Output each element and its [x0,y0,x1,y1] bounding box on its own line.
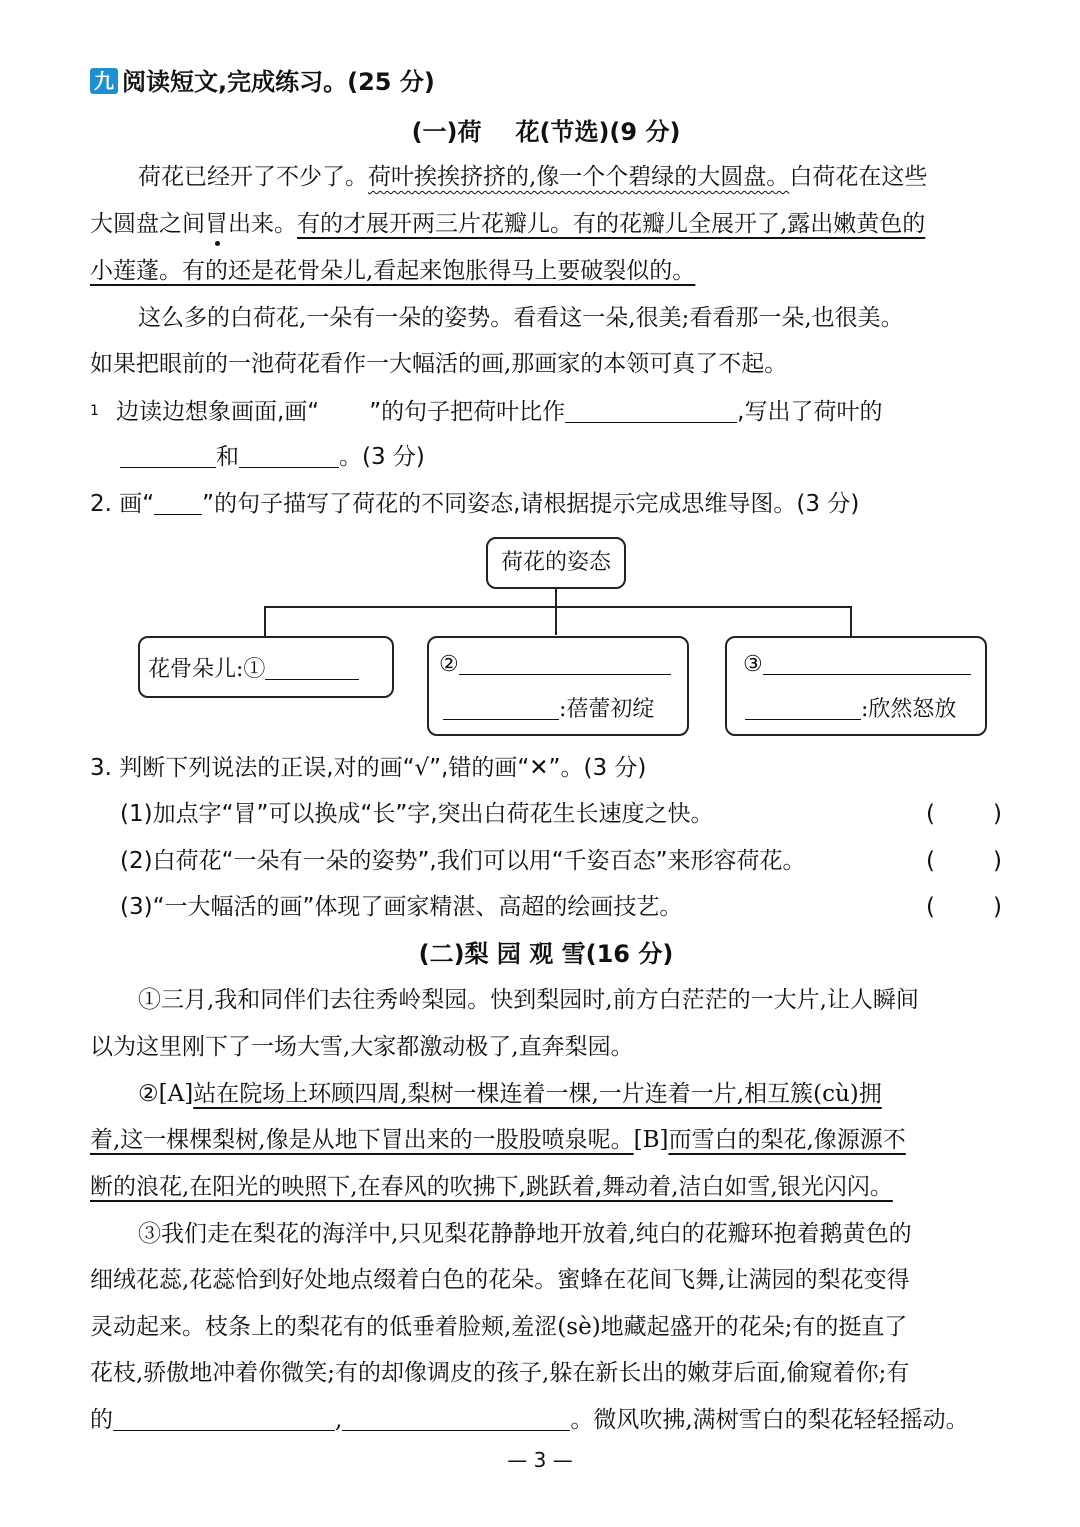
underlined-sentence-a: 站在院场上环顾四周,梨树一棵连着一棵,一片连着一片,相互簇(cù)拥 [193,1081,882,1107]
dotted-character: 冒 [205,211,228,237]
underlined-sentence-a: 着,这一棵棵梨树,像是从地下冒出来的一股股喷泉呢。 [90,1127,634,1153]
question3-item-3: (3)“一大幅活的画”体现了画家精湛、高超的绘画技艺。 [120,894,683,920]
section-title: 阅读短文,完成练习。(25 分) [122,68,435,96]
passage2-paragraph3-line4: 花枝,骄傲地冲着你微笑;有的却像调皮的孩子,躲在新长出的嫩芽后面,偷窥着你;有 [90,1360,910,1386]
section-heading [90,66,1002,98]
passage2-paragraph2-line3 [90,1171,1002,1203]
page-number: — 3 — [507,1448,573,1472]
connector-line [850,606,852,636]
mind-map-root: 荷花的姿态 [486,537,626,589]
underline-sample [154,490,202,515]
answer-blank[interactable] [265,655,359,680]
connector-line [264,606,266,636]
connector-line [264,606,851,608]
passage1-paragraph1-line2: 大圆盘之间冒出来。有的才展开两三片花瓣儿。有的花瓣儿全展开了,露出嫩黄色的 [90,211,926,237]
answer-parentheses[interactable]: ( ) [926,848,1002,874]
question1-line1: 1 边读边想象画面,画“ ”的句子把荷叶比作 ,写出了荷叶的 [90,399,883,425]
passage2-paragraph2-line2: 着,这一棵棵梨树,像是从地下冒出来的一股股喷泉呢。[B]而雪白的梨花,像源源不 [90,1127,906,1153]
answer-blank[interactable] [443,695,559,720]
wavy-underlined-sentence: 荷叶挨挨挤挤的,像一个个碧绿的大圆盘。 [368,164,790,190]
passage1-paragraph2-line1: 这么多的白荷花,一朵有一朵的姿势。看看这一朵,很美;看看那一朵,也很美。 [138,305,904,331]
wavy-line-sample [319,399,369,423]
question3-title: 3. 判断下列说法的正误,对的画“√”,错的画“✕”。(3 分) [90,755,647,781]
question1-line2: 和 。(3 分) [90,441,1002,473]
mind-map-branch-2: ② :蓓蕾初绽 [427,636,689,736]
answer-blank[interactable] [763,650,971,675]
answer-parentheses[interactable]: ( ) [926,894,1002,920]
answer-parentheses[interactable]: ( ) [926,801,1002,827]
passage2-paragraph1-line2: 以为这里刚下了一场大雪,大家都激动极了,直奔梨园。 [90,1034,634,1060]
passage2-paragraph2-line1: ②[A]站在院场上环顾四周,梨树一棵连着一棵,一片连着一片,相互簇(cù)拥 [138,1081,882,1107]
connector-line [555,587,557,635]
passage1-title: (一)荷 花(节选)(9 分) [411,118,681,146]
question2: 2. 画“ ”的句子描写了荷花的不同姿态,请根据提示完成思维导图。(3 分) [90,491,860,517]
answer-blank[interactable] [459,650,671,675]
answer-blank[interactable] [113,1406,335,1431]
mind-map-branch-3: ③ :欣然怒放 [725,636,987,736]
question3-item-2: (2)白荷花“一朵有一朵的姿势”,我们可以用“千姿百态”来形容荷花。 [120,848,806,874]
answer-blank[interactable] [239,443,339,468]
answer-blank[interactable] [745,695,861,720]
underlined-sentence-b: 而雪白的梨花,像源源不 [668,1127,906,1153]
section-number-badge: 九 [90,68,118,94]
passage2-paragraph1-line1: ①三月,我和同伴们去往秀岭梨园。快到梨园时,前方白茫茫的一大片,让人瞬间 [138,987,919,1013]
answer-blank[interactable] [342,1406,570,1431]
passage2-paragraph3-line2: 细绒花蕊,花蕊恰到好处地点缀着白色的花朵。蜜蜂在花间飞舞,让满园的梨花变得 [90,1267,910,1293]
answer-blank[interactable] [120,443,216,468]
passage2-title: (二)梨 园 观 雪(16 分) [418,940,674,968]
passage2-paragraph3-line3: 灵动起来。枝条上的梨花有的低垂着脸颊,羞涩(sè)地藏起盛开的花朵;有的挺直了 [90,1314,908,1340]
answer-blank[interactable] [565,398,737,423]
passage2-paragraph3-line5: 的 , 。微风吹拂,满树雪白的梨花轻轻摇动。 [90,1407,969,1433]
passage1-paragraph2-line2: 如果把眼前的一池荷花看作一大幅活的画,那画家的本领可真了不起。 [90,351,788,377]
passage2-paragraph3-line1: ③我们走在梨花的海洋中,只见梨花静静地开放着,纯白的花瓣环抱着鹅黄色的 [138,1221,912,1247]
underlined-sentence: 有的才展开两三片花瓣儿。有的花瓣儿全展开了,露出嫩黄色的 [297,211,926,237]
question3-item-1: (1)加点字“冒”可以换成“长”字,突出白荷花生长速度之快。 [120,801,714,827]
mind-map-branch-1: 花骨朵儿:① [138,636,394,698]
passage1-paragraph1-line1: 荷花已经开了不少了。荷叶挨挨挤挤的,像一个个碧绿的大圆盘。白荷花在这些 [138,164,928,190]
underlined-sentence: 小莲蓬。有的还是花骨朵儿,看起来饱胀得马上要破裂似的。 [90,258,696,284]
passage1-paragraph1-line3 [90,255,1002,287]
underlined-sentence-b: 断的浪花,在阳光的映照下,在春风的吹拂下,跳跃着,舞动着,洁白如雪,银光闪闪。 [90,1174,893,1200]
